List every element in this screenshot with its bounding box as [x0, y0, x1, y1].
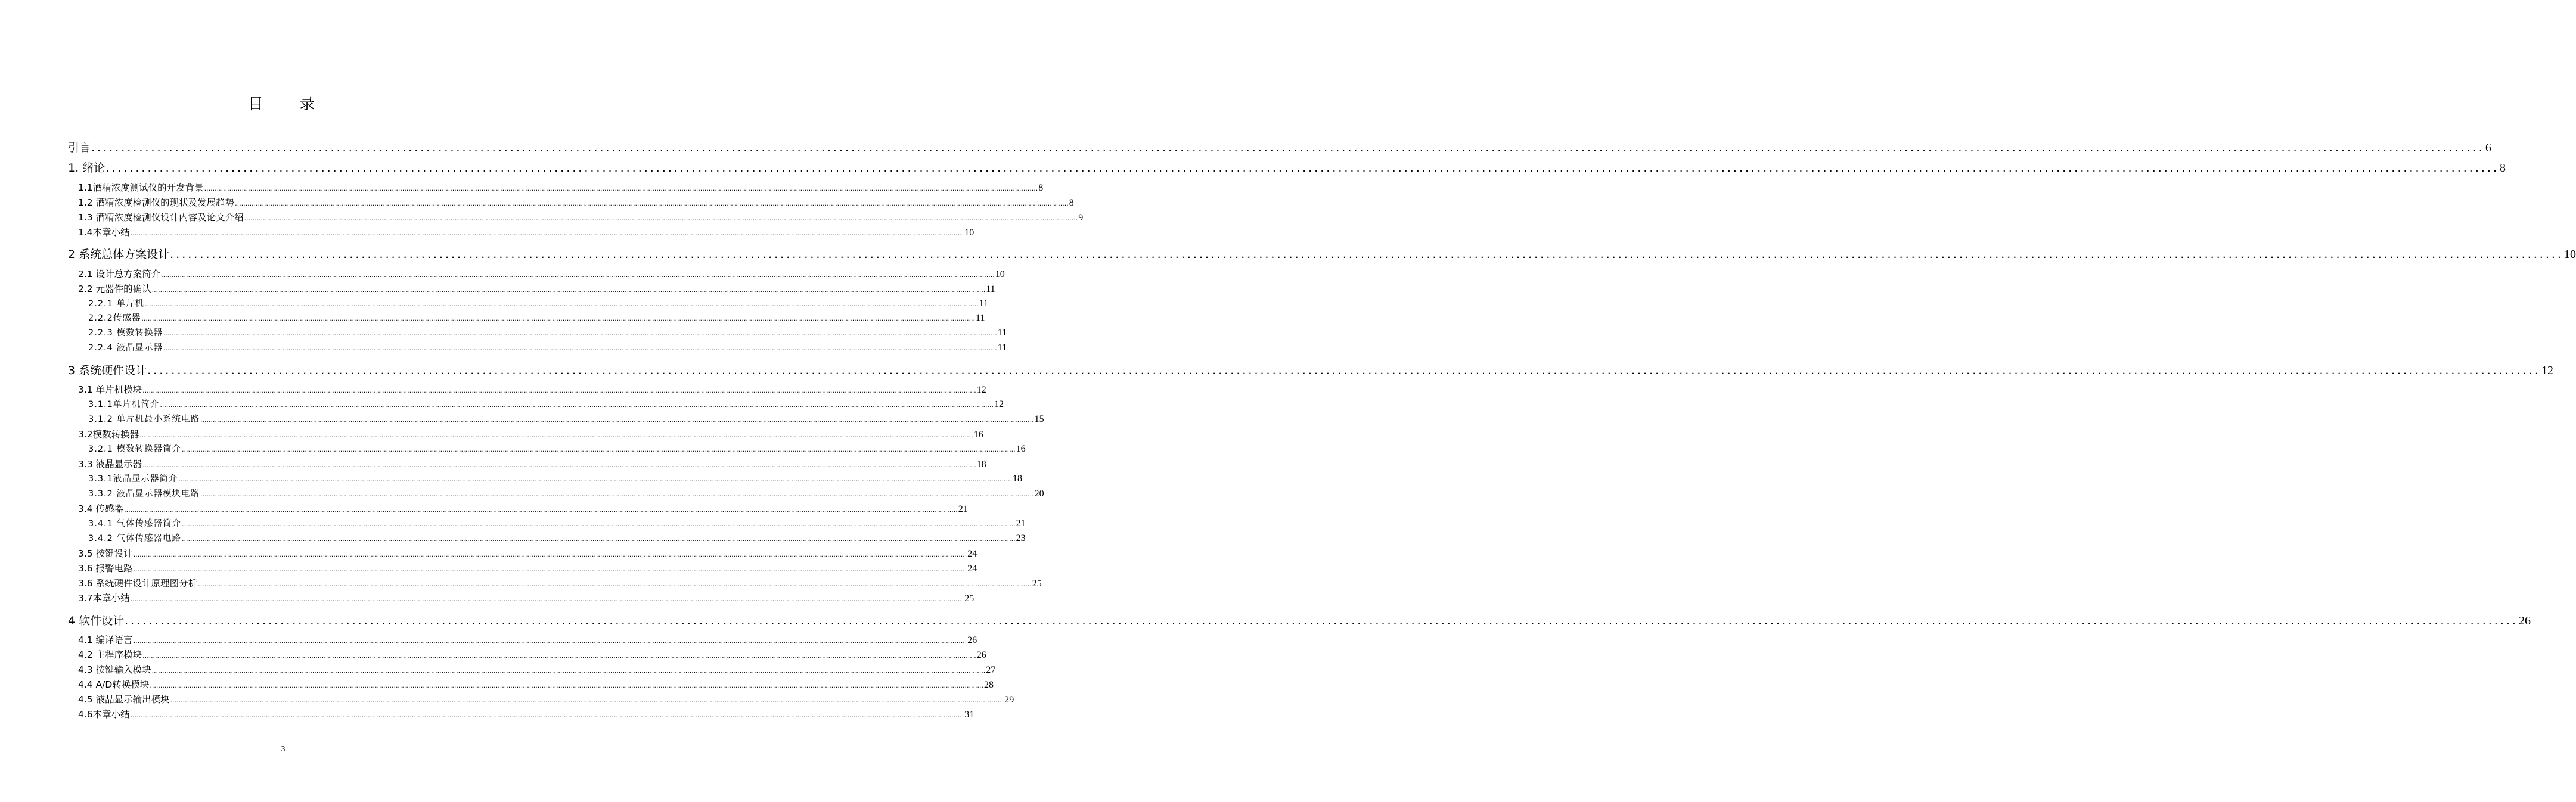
toc-entry-page: 31	[964, 710, 974, 720]
toc-dot-leader: ................................................................................................................................................................................................................................................................................................................................................................................................................	[163, 344, 997, 352]
toc-entry-label: 2.2.1 单片机	[88, 299, 145, 309]
toc-dot-leader: ................................................................................................................................................................................................................................................................................................................................................................................................................	[170, 248, 2563, 261]
toc-dot-leader: ................................................................................................................................................................................................................................................................................................................................................................................................................	[178, 475, 1013, 483]
toc-entry-page: 28	[983, 680, 994, 690]
toc-entry-page: 20	[1034, 489, 1044, 499]
toc-entry-label: 3.7本章小结	[78, 593, 130, 604]
toc-dot-leader: ................................................................................................................................................................................................................................................................................................................................................................................................................	[141, 315, 976, 322]
page-number: 3	[281, 745, 285, 754]
toc-entry-label: 1. 绪论	[68, 161, 105, 175]
toc-entry-label: 1.2 酒精浓度检测仪的现状及发展趋势	[78, 197, 235, 208]
toc-entry-page: 11	[997, 343, 1007, 353]
toc-entry-label: 3.1.1单片机简介	[88, 400, 160, 409]
toc-dot-leader: ................................................................................................................................................................................................................................................................................................................................................................................................................	[200, 490, 1034, 498]
toc-entry-label: 3.4 传感器	[78, 503, 124, 514]
toc-entry[interactable]	[78, 210, 1084, 223]
toc-dot-leader: ................................................................................................................................................................................................................................................................................................................................................................................................................	[124, 506, 958, 514]
toc-entry-page: 26	[967, 635, 977, 645]
toc-entry[interactable]	[78, 282, 995, 295]
toc-entry[interactable]	[88, 531, 1026, 544]
toc-entry-label: 3.2模数转换器	[78, 429, 139, 440]
toc-entry[interactable]	[78, 677, 994, 691]
toc-dot-leader: ................................................................................................................................................................................................................................................................................................................................................................................................................	[163, 329, 997, 337]
toc-entry[interactable]	[78, 267, 1005, 280]
toc-entry[interactable]	[88, 487, 1044, 499]
toc-entry[interactable]	[78, 692, 1014, 705]
toc-entry-label: 2 系统总体方案设计	[68, 248, 170, 261]
toc-entry-label: 3.4.2 气体传感器电路	[88, 534, 182, 543]
toc-dot-leader: ................................................................................................................................................................................................................................................................................................................................................................................................................	[142, 387, 976, 394]
toc-dot-leader: ................................................................................................................................................................................................................................................................................................................................................................................................................	[235, 200, 1069, 207]
toc-entry-label: 2.2.3 模数转换器	[88, 328, 163, 338]
toc-entry-label: 3.1 单片机模块	[78, 384, 142, 395]
toc-dot-leader: ................................................................................................................................................................................................................................................................................................................................................................................................................	[182, 535, 1016, 543]
toc-entry[interactable]	[78, 195, 1074, 209]
toc-entry-page: 18	[1013, 474, 1023, 484]
toc-entry[interactable]	[78, 546, 977, 559]
toc-entry-label: 3.3.1液晶显示器简介	[88, 474, 178, 484]
toc-dot-leader: ................................................................................................................................................................................................................................................................................................................................................................................................................	[151, 286, 986, 294]
toc-entry-page: 24	[967, 564, 977, 574]
toc-entry[interactable]	[88, 472, 1023, 484]
toc-dot-leader: ................................................................................................................................................................................................................................................................................................................................................................................................................	[182, 446, 1016, 453]
toc-entry[interactable]	[88, 442, 1026, 455]
toc-entry-page: 25	[964, 593, 974, 604]
toc-entry-page: 21	[1016, 518, 1026, 529]
toc-entry-page: 11	[986, 284, 995, 294]
toc-entry-label: 4.6本章小结	[78, 709, 130, 720]
toc-entry-label: 4.3 按键输入模块	[78, 664, 151, 675]
toc-entry-page: 29	[1004, 695, 1014, 705]
toc-entry-label: 3 系统硬件设计	[68, 364, 147, 377]
toc-entry-page: 15	[1034, 414, 1044, 424]
toc-dot-leader: ................................................................................................................................................................................................................................................................................................................................................................................................................	[133, 551, 967, 558]
toc-dot-leader: ................................................................................................................................................................................................................................................................................................................................................................................................................	[91, 141, 2485, 154]
toc-entry[interactable]	[78, 502, 968, 515]
toc-entry[interactable]	[88, 311, 985, 324]
toc-entry-page: 11	[997, 328, 1007, 338]
toc-dot-leader: ................................................................................................................................................................................................................................................................................................................................................................................................................	[160, 401, 994, 409]
toc-dot-leader: ................................................................................................................................................................................................................................................................................................................................................................................................................	[151, 667, 986, 674]
toc-entry-label: 3.4.1 气体传感器简介	[88, 519, 182, 529]
toc-entry-page: 23	[1016, 533, 1026, 543]
toc-entry-page: 6	[2485, 141, 2491, 154]
toc-entry[interactable]	[88, 326, 1007, 338]
toc-entry[interactable]	[78, 457, 986, 470]
toc-entry-label: 4 软件设计	[68, 614, 125, 627]
toc-entry-page: 27	[986, 665, 996, 675]
toc-entry-page: 8	[2500, 161, 2506, 175]
toc-entry-label: 引言	[68, 141, 91, 154]
toc-entry-label: 3.3 液晶显示器	[78, 459, 142, 470]
toc-entry-page: 16	[1016, 444, 1026, 454]
toc-entry[interactable]	[68, 139, 2491, 155]
toc-dot-leader: ................................................................................................................................................................................................................................................................................................................................................................................................................	[139, 431, 973, 439]
toc-entry-page: 11	[976, 313, 985, 323]
toc-dot-leader: ................................................................................................................................................................................................................................................................................................................................................................................................................	[150, 682, 983, 689]
toc-dot-leader: ................................................................................................................................................................................................................................................................................................................................................................................................................	[105, 161, 2499, 175]
toc-entry-page: 10	[995, 269, 1005, 279]
toc-dot-leader: ................................................................................................................................................................................................................................................................................................................................................................................................................	[133, 637, 967, 645]
toc-entry[interactable]	[78, 427, 983, 440]
toc-entry[interactable]	[88, 297, 989, 309]
toc-dot-leader: ................................................................................................................................................................................................................................................................................................................................................................................................................	[200, 416, 1034, 424]
toc-entry[interactable]	[68, 159, 2506, 175]
toc-entry[interactable]	[78, 181, 1044, 194]
toc-entry-page: 12	[994, 399, 1004, 409]
toc-entry-label: 2.2.2传感器	[88, 313, 141, 323]
toc-entry[interactable]	[78, 633, 977, 646]
toc-entry[interactable]	[68, 612, 2531, 628]
toc-dot-leader: ................................................................................................................................................................................................................................................................................................................................................................................................................	[147, 364, 2541, 377]
toc-dot-leader: ................................................................................................................................................................................................................................................................................................................................................................................................................	[161, 271, 995, 279]
toc-entry[interactable]	[78, 663, 996, 676]
toc-entry[interactable]	[78, 561, 977, 574]
toc-dot-leader: ................................................................................................................................................................................................................................................................................................................................................................................................................	[145, 300, 979, 308]
toc-entry-label: 4.2 主程序模块	[78, 649, 142, 660]
toc-entry[interactable]	[88, 341, 1007, 353]
toc-entry[interactable]	[78, 648, 986, 661]
toc-entry[interactable]	[88, 397, 1004, 410]
toc-dot-leader: ................................................................................................................................................................................................................................................................................................................................................................................................................	[142, 461, 976, 469]
toc-entry-label: 4.5 液晶显示输出模块	[78, 694, 170, 705]
toc-entry[interactable]	[78, 707, 974, 720]
toc-entry-label: 1.1酒精浓度测试仪的开发背景	[78, 182, 204, 193]
toc-dot-leader: ................................................................................................................................................................................................................................................................................................................................................................................................................	[142, 652, 976, 660]
toc-entry-label: 3.3.2 液晶显示器模块电路	[88, 489, 200, 499]
toc-entry[interactable]	[68, 362, 2553, 378]
toc-dot-leader: ................................................................................................................................................................................................................................................................................................................................................................................................................	[204, 185, 1038, 192]
toc-dot-leader: ................................................................................................................................................................................................................................................................................................................................................................................................................	[170, 697, 1004, 704]
toc-entry-page: 8	[1038, 183, 1044, 193]
toc-entry-label: 4.1 编译语言	[78, 635, 133, 645]
toc-entry-page: 26	[2518, 614, 2531, 627]
toc-entry-page: 16	[973, 430, 983, 440]
toc-entry-label: 2.2.4 液晶显示器	[88, 343, 163, 353]
toc-entry-page: 12	[2541, 364, 2553, 377]
toc-dot-leader: ................................................................................................................................................................................................................................................................................................................................................................................................................	[198, 580, 1032, 588]
toc-entry-page: 25	[1032, 579, 1042, 589]
toc-dot-leader: ................................................................................................................................................................................................................................................................................................................................................................................................................	[130, 595, 964, 603]
toc-entry-page: 26	[976, 650, 986, 660]
toc-entry-page: 24	[967, 549, 977, 559]
toc-entry[interactable]	[78, 576, 1042, 589]
toc-title: 目 录	[247, 95, 331, 113]
toc-dot-leader: ................................................................................................................................................................................................................................................................................................................................................................................................................	[182, 520, 1016, 528]
toc-entry-label: 2.1 设计总方案简介	[78, 269, 161, 279]
toc-entry-page: 21	[958, 504, 968, 514]
toc-dot-leader: ................................................................................................................................................................................................................................................................................................................................................................................................................	[130, 711, 964, 719]
toc-entry-label: 1.3 酒精浓度检测仪设计内容及论文介绍	[78, 212, 244, 223]
toc-entry-label: 3.5 按键设计	[78, 548, 133, 559]
toc-entry-label: 3.6 系统硬件设计原理图分析	[78, 578, 198, 589]
toc-entry-page: 9	[1078, 213, 1084, 223]
toc-entry-label: 1.4本章小结	[78, 227, 130, 238]
toc-entry-label: 4.4 A/D转换模块	[78, 679, 150, 690]
toc-dot-leader: ................................................................................................................................................................................................................................................................................................................................................................................................................	[244, 215, 1078, 222]
toc-dot-leader: ................................................................................................................................................................................................................................................................................................................................................................................................................	[130, 229, 964, 237]
toc-dot-leader: ................................................................................................................................................................................................................................................................................................................................................................................................................	[133, 565, 967, 573]
toc-entry[interactable]	[78, 591, 974, 604]
toc-entry[interactable]	[68, 245, 2576, 262]
toc-entry-page: 10	[964, 228, 974, 238]
toc-entry-label: 3.2.1 模数转换器简介	[88, 444, 182, 454]
toc-entry-label: 2.2 元器件的确认	[78, 284, 151, 294]
toc-entry-page: 18	[976, 459, 986, 470]
toc-entry[interactable]	[88, 412, 1044, 425]
toc-entry-page: 8	[1069, 198, 1074, 208]
toc-entry[interactable]	[78, 225, 974, 238]
toc-entry-page: 10	[2563, 248, 2576, 261]
toc-entry-label: 3.1.2 单片机最小系统电路	[88, 415, 200, 424]
toc-entry[interactable]	[78, 383, 986, 396]
toc-entry-label: 3.6 报警电路	[78, 563, 133, 574]
toc-entry-page: 12	[976, 385, 986, 395]
toc-dot-leader: ................................................................................................................................................................................................................................................................................................................................................................................................................	[125, 614, 2518, 627]
toc-entry[interactable]	[88, 517, 1026, 529]
toc-entry-page: 11	[979, 299, 989, 309]
